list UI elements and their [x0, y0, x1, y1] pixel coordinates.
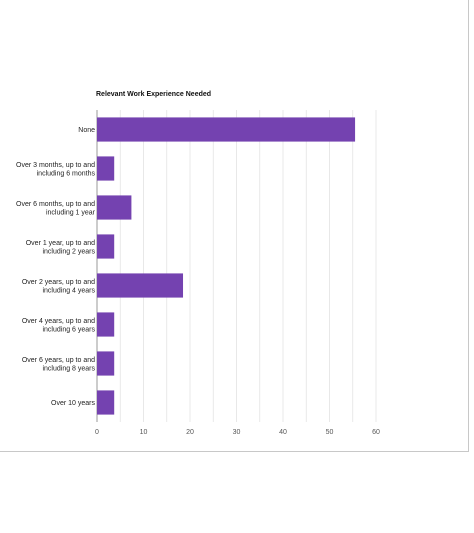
bar — [97, 234, 114, 258]
category-label: Over 10 years — [51, 400, 95, 407]
x-tick-label: 60 — [372, 429, 380, 436]
category-label: Over 4 years, up to and including 6 years — [21, 317, 95, 334]
category-label: Over 6 years, up to and including 8 years — [21, 356, 95, 373]
bar — [97, 117, 355, 141]
category-labels — [16, 127, 96, 407]
bar — [97, 195, 131, 219]
category-label: None — [78, 127, 95, 134]
category-label: Over 2 years, up to and including 4 years — [21, 278, 95, 295]
x-tick-labels — [95, 429, 380, 436]
bar — [97, 273, 183, 297]
x-tick-label: 50 — [325, 429, 334, 436]
bars — [97, 117, 355, 414]
x-tick-label: 0 — [95, 429, 99, 436]
bar — [97, 312, 114, 336]
bar — [97, 390, 114, 414]
x-tick-label: 30 — [232, 429, 241, 436]
x-tick-label: 10 — [139, 429, 148, 436]
bar — [97, 156, 114, 180]
category-label: Over 3 months, up to and including 6 months — [16, 161, 95, 178]
category-label: Over 6 months, up to and including 1 year — [16, 200, 95, 217]
grid-lines — [97, 110, 376, 422]
bar — [97, 351, 114, 375]
x-tick-label: 20 — [186, 429, 194, 436]
chart-title: Relevant Work Experience Needed — [96, 91, 212, 98]
x-tick-label: 40 — [279, 429, 287, 436]
category-label: Over 1 year, up to and including 2 years — [25, 239, 95, 256]
